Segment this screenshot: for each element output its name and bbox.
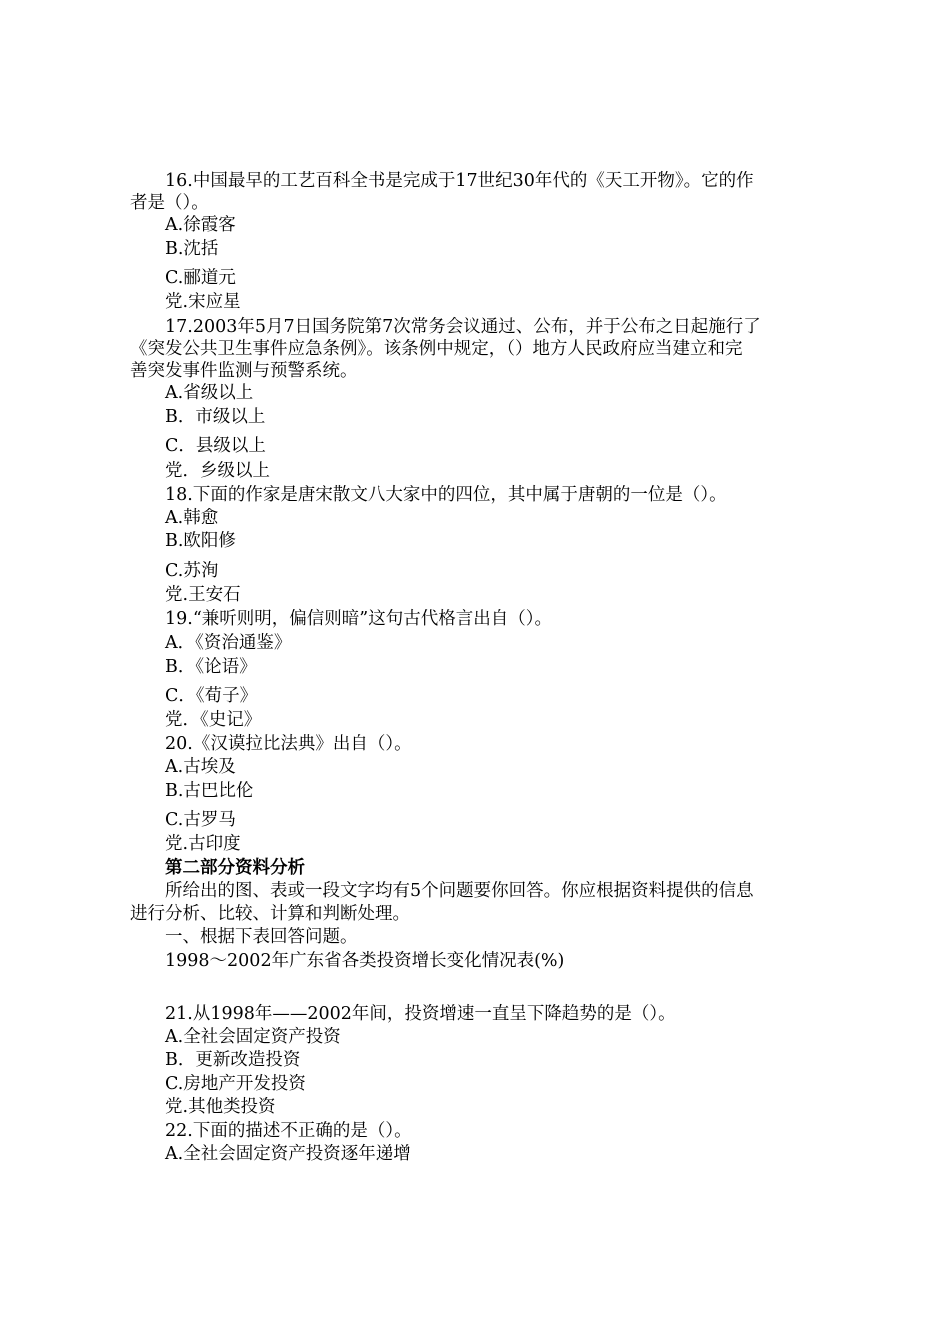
q17-option-d: 党．乡级以上 (165, 461, 270, 481)
q16-option-a: A.徐霞客 (165, 215, 236, 235)
q19-stem: 19.“兼听则明，偏信则暗”这句古代格言出自（）。 (165, 609, 552, 629)
q17-option-c: C．县级以上 (165, 436, 266, 456)
q20-option-b: B.古巴比伦 (165, 781, 254, 801)
q18-option-d: 党.王安石 (165, 585, 241, 605)
q21-option-c: C.房地产开发投资 (165, 1074, 306, 1094)
q20-option-a: A.古埃及 (165, 757, 236, 777)
q16-option-c: C.郦道元 (165, 268, 236, 288)
q19-option-a: A．《资治通鉴》 (165, 633, 292, 653)
q21-option-b: B．更新改造投资 (165, 1050, 301, 1070)
q17-stem-line1: 17.2003年5月7日国务院第7次常务会议通过、公布，并于公布之日起施行了 (165, 317, 761, 337)
section-intro-line1: 所给出的图、表或一段文字均有5个问题要你回答。你应根据资料提供的信息 (165, 881, 754, 901)
q20-option-d: 党.古印度 (165, 834, 241, 854)
q20-option-c: C.古罗马 (165, 810, 236, 830)
q19-option-c: C．《荀子》 (165, 686, 258, 706)
subsection-heading: 一、根据下表回答问题。 (165, 927, 358, 947)
q16-option-b: B.沈括 (165, 239, 219, 259)
q16-stem-line1: 16.中国最早的工艺百科全书是完成于17世纪30年代的《天工开物》。它的作 (165, 171, 754, 191)
q18-stem: 18.下面的作家是唐宋散文八大家中的四位，其中属于唐朝的一位是（）。 (165, 485, 727, 505)
q18-option-a: A.韩愈 (165, 508, 219, 528)
q16-stem-line2: 者是（）。 (130, 193, 209, 213)
q19-option-b: B．《论语》 (165, 657, 257, 677)
q22-stem: 22.下面的描述不正确的是（）。 (165, 1121, 412, 1141)
q21-option-d: 党.其他类投资 (165, 1097, 276, 1117)
section-intro-line2: 进行分析、比较、计算和判断处理。 (130, 904, 410, 924)
q21-stem: 21.从1998年——2002年间，投资增速一直呈下降趋势的是（）。 (165, 1004, 676, 1024)
q18-option-c: C.苏洵 (165, 561, 219, 581)
q16-option-d: 党.宋应星 (165, 292, 241, 312)
section-heading: 第二部分资料分析 (165, 858, 305, 878)
q20-stem: 20.《汉谟拉比法典》出自（）。 (165, 734, 412, 754)
q17-stem-line2: 《突发公共卫生事件应急条例》。该条例中规定，（）地方人民政府应当建立和完 (130, 339, 743, 359)
table-caption: 1998～2002年广东省各类投资增长变化情况表(%) (165, 951, 565, 971)
q18-option-b: B.欧阳修 (165, 531, 236, 551)
q17-option-a: A.省级以上 (165, 383, 254, 403)
q17-stem-line3: 善突发事件监测与预警系统。 (130, 361, 358, 381)
q22-option-a: A.全社会固定资产投资逐年递增 (165, 1144, 411, 1164)
q21-option-a: A.全社会固定资产投资 (165, 1027, 341, 1047)
q17-option-b: B．市级以上 (165, 407, 266, 427)
q19-option-d: 党．《史记》 (165, 710, 262, 730)
